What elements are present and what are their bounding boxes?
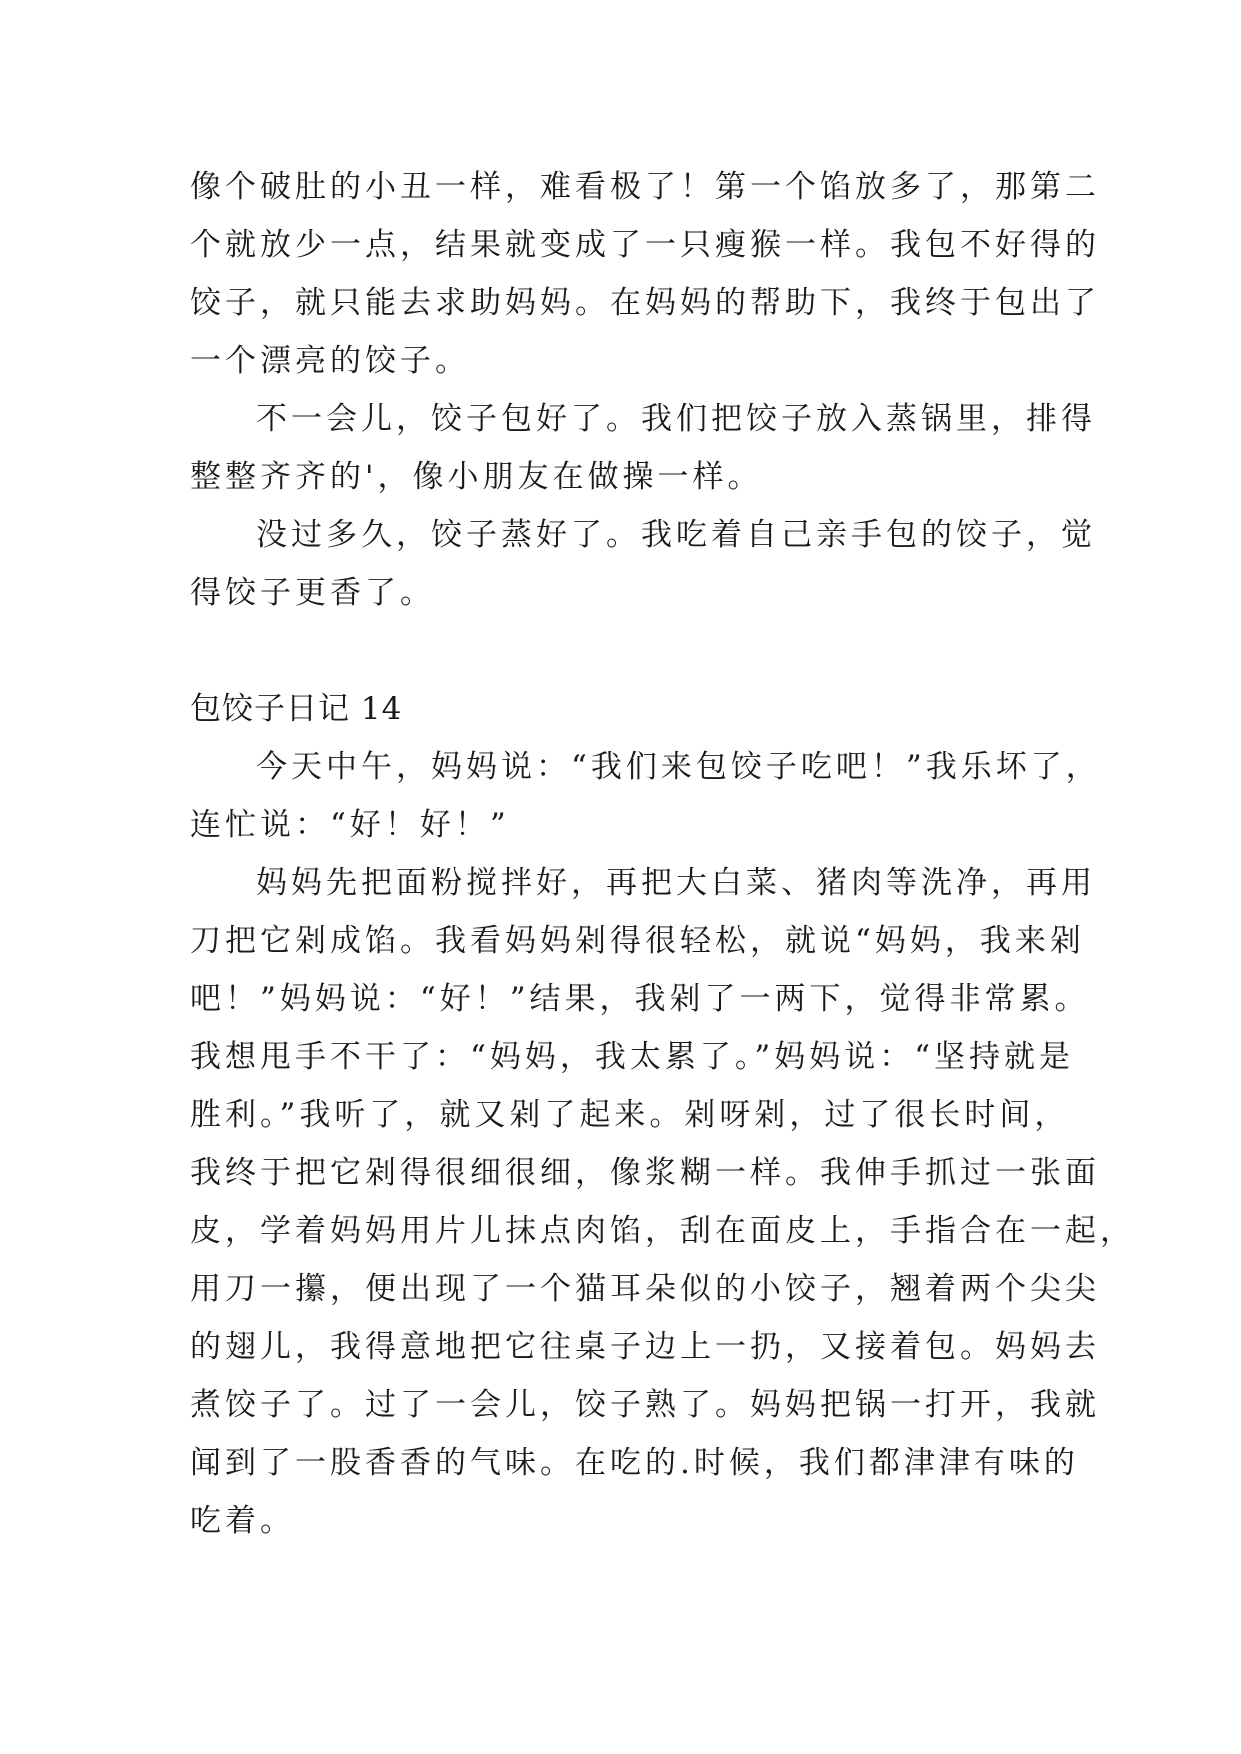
text-line: 整整齐齐的'，像小朋友在做操一样。 xyxy=(190,459,763,495)
text-line: 吧！”妈妈说：“好！”结果，我剁了一两下，觉得非常累。 xyxy=(190,981,1090,1017)
text-line: 今天中午，妈妈说：“我们来包饺子吃吧！”我乐坏了， xyxy=(256,749,1101,785)
text-line: 得饺子更香了。 xyxy=(190,575,435,611)
text-line: 我终于把它剁得很细很细，像浆糊一样。我伸手抓过一张面 xyxy=(190,1155,1100,1191)
text-line: 我想甩手不干了：“妈妈，我太累了。”妈妈说：“坚持就是 xyxy=(190,1039,1075,1075)
text-line: 不一会儿，饺子包好了。我们把饺子放入蒸锅里，排得 xyxy=(256,401,1096,437)
document-page xyxy=(190,158,1135,1550)
text-line: 皮，学着妈妈用片儿抹点肉馅，刮在面皮上，手指合在一起， xyxy=(190,1213,1135,1249)
text-line: 刀把它剁成馅。我看妈妈剁得很轻松，就说“妈妈，我来剁 xyxy=(190,923,1085,959)
text-line: 的翅儿，我得意地把它往桌子边上一扔，又接着包。妈妈去 xyxy=(190,1329,1100,1365)
text-line: 饺子，就只能去求助妈妈。在妈妈的帮助下，我终于包出了 xyxy=(190,285,1100,321)
paragraph-3 xyxy=(190,506,1096,622)
text-line: 妈妈先把面粉搅拌好，再把大白菜、猪肉等洗净，再用 xyxy=(256,865,1096,901)
text-line: 像个破肚的小丑一样，难看极了！第一个馅放多了，那第二 xyxy=(190,169,1100,205)
paragraph-5 xyxy=(190,854,1135,1550)
text-line: 闻到了一股香香的气味。在吃的.时候，我们都津津有味的 xyxy=(190,1445,1079,1481)
section-spacer xyxy=(190,622,1052,680)
paragraph-1 xyxy=(190,158,1100,390)
text-line: 吃着。 xyxy=(190,1503,295,1539)
section-title: 包饺子日记 14 xyxy=(190,691,403,727)
text-line: 煮饺子了。过了一会儿，饺子熟了。妈妈把锅一打开，我就 xyxy=(190,1387,1100,1423)
text-line: 用刀一攥，便出现了一个猫耳朵似的小饺子，翘着两个尖尖 xyxy=(190,1271,1100,1307)
text-line: 个就放少一点，结果就变成了一只瘦猴一样。我包不好得的 xyxy=(190,227,1100,263)
text-line: 连忙说：“好！好！” xyxy=(190,807,510,843)
paragraph-2 xyxy=(190,390,1096,506)
paragraph-4 xyxy=(190,738,1101,854)
text-line: 一个漂亮的饺子。 xyxy=(190,343,470,379)
text-line: 没过多久，饺子蒸好了。我吃着自己亲手包的饺子，觉 xyxy=(256,517,1096,553)
text-line: 胜利。”我听了，就又剁了起来。剁呀剁，过了很长时间， xyxy=(190,1097,1070,1133)
